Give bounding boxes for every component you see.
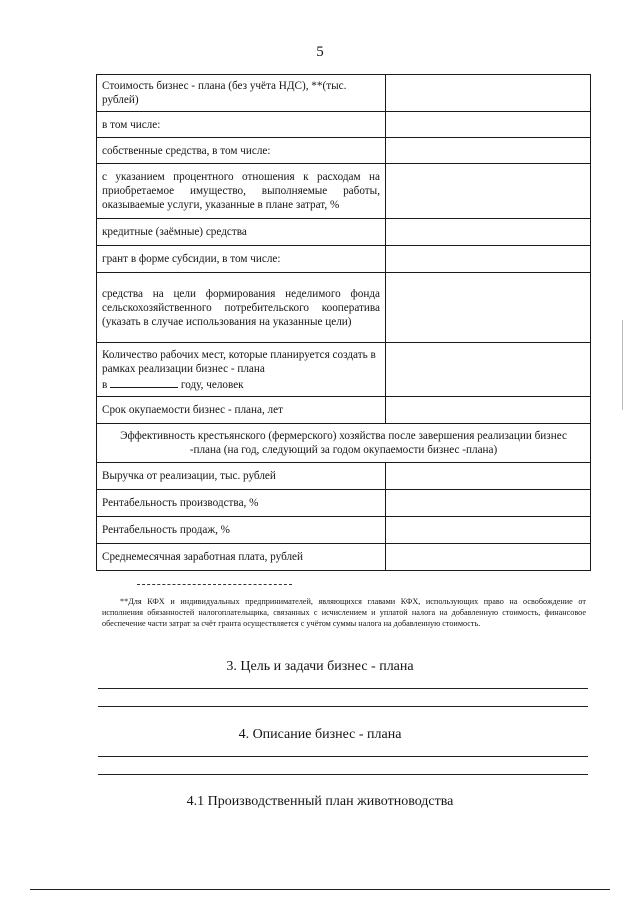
table-row [97,273,591,343]
answer-line[interactable] [98,688,588,689]
row-value-cell[interactable] [386,397,591,424]
table-section-row [97,424,591,463]
section-title-goals: 3. Цель и задачи бизнес - плана [226,659,414,674]
row-value-cell[interactable] [386,463,591,490]
bottom-rule [30,889,610,890]
row-label-payback: Срок окупаемости бизнес - плана, лет [97,397,386,424]
answer-line[interactable] [98,774,588,775]
table-row [97,138,591,164]
jobs-label-prefix: в [102,378,108,391]
table-row [97,517,591,544]
row-value-cell[interactable] [386,219,591,246]
table-row [97,219,591,246]
scan-artifact [622,320,623,410]
row-label-sales-profitability: Рентабельность продаж, % [97,517,386,544]
section-title-livestock-plan: 4.1 Производственный план животноводства [186,794,454,809]
business-plan-cost-table [96,74,591,571]
row-label-production-profitability: Рентабельность производства, % [97,490,386,517]
row-label-cost: Стоимость бизнес - плана (без учёта НДС), **(тыс. рублей) [97,75,386,112]
table-row [97,544,591,571]
table-row [97,164,591,219]
row-label-grant: грант в форме субсидии, в том числе: [97,246,386,273]
table-row [97,343,591,397]
year-blank-field[interactable] [110,376,178,388]
row-value-cell[interactable] [386,343,591,397]
row-value-cell[interactable] [386,490,591,517]
table-row [97,490,591,517]
row-label-credit-funds: кредитные (заёмные) средства [97,219,386,246]
row-value-cell[interactable] [386,164,591,219]
row-label-jobs [97,343,386,397]
page-number: 5 [316,44,324,60]
row-label-including: в том числе: [97,112,386,138]
row-value-cell[interactable] [386,517,591,544]
row-value-cell[interactable] [386,544,591,571]
row-label-own-funds: собственные средства, в том числе: [97,138,386,164]
row-value-cell[interactable] [386,75,591,112]
table-row [97,246,591,273]
table-row [97,397,591,424]
row-label-average-salary: Среднемесячная заработная плата, рублей [97,544,386,571]
row-label-revenue: Выручка от реализации, тыс. рублей [97,463,386,490]
row-label-percent-expenses: с указанием процентного отношения к расходам на приобретаемое имущество, выполняемые работы, оказываемые услуги, указанные в плане затрат, % [97,164,386,219]
footnote-vat: **Для КФХ и индивидуальных предпринимателей, являющихся главами КФХ, использующих право на освобождение от исполнения обязанностей налогоплательщика, связанных с исчислением и уплатой налога на добавленную стоимость, финансовое обеспечение части затрат за счёт гранта осуществляется с учётом суммы налога на добавленную стоимость. [102,597,586,628]
table-row [97,112,591,138]
section-title-description: 4. Описание бизнес - плана [238,727,402,742]
jobs-label-suffix: году, человек [180,378,244,391]
row-value-cell[interactable] [386,246,591,273]
footnote-separator [137,584,292,585]
row-label-indivisible-fund: средства на цели формирования неделимого фонда сельскохозяйственного потребительского кооператива (указать в случае использования на указанные цели) [97,273,386,343]
table-row [97,463,591,490]
table-row [97,75,591,112]
answer-line[interactable] [98,706,588,707]
jobs-label-text: Количество рабочих мест, которые планируется создать в рамках реализации бизнес - плана [102,348,376,375]
row-value-cell[interactable] [386,138,591,164]
answer-line[interactable] [98,756,588,757]
row-value-cell[interactable] [386,112,591,138]
efficiency-section-header: Эффективность крестьянского (фермерского) хозяйства после завершения реализации бизнес -плана (на год, следующий за годом окупаемости бизнес -плана) [97,424,591,463]
row-value-cell[interactable] [386,273,591,343]
